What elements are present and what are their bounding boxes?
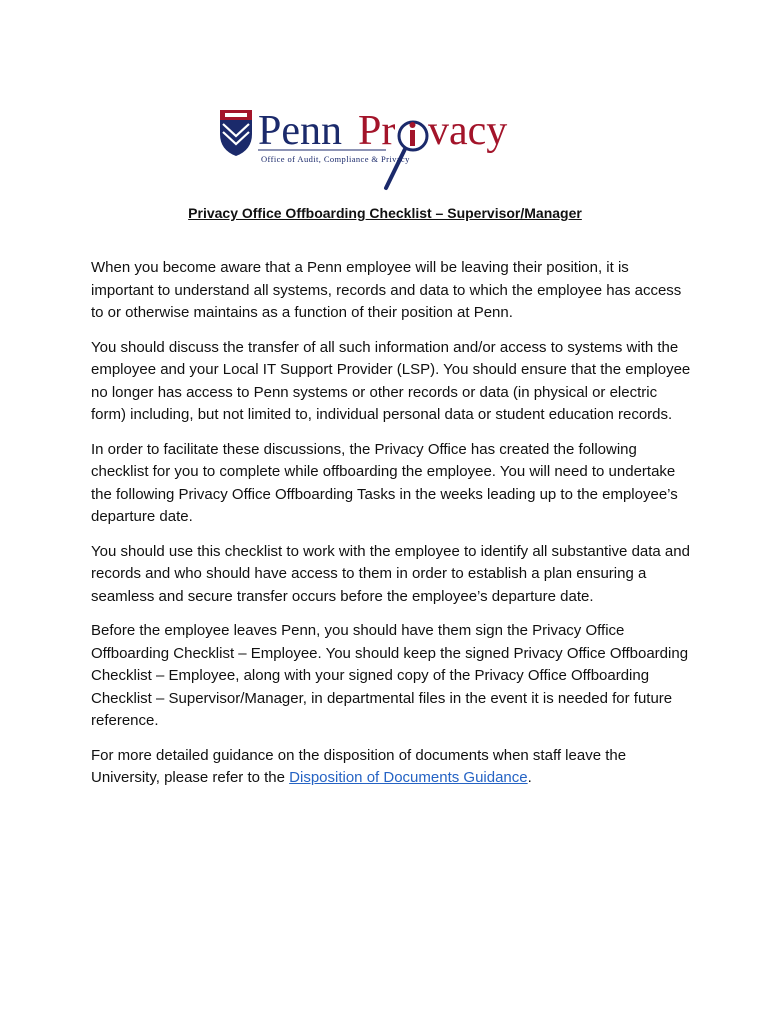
paragraph-6-end: . xyxy=(527,769,532,786)
penn-shield-icon xyxy=(220,110,252,156)
logo-wordmark-penn: Penn xyxy=(258,108,342,154)
paragraph-5: Before the employee leaves Penn, you should have them sign the Privacy Office Offboarding Checklist – Employee. You should keep the signed Privacy Office Offboarding Checklist – Employee, along with your signed copy of the Privacy Office Offboarding Checklist – Supervisor/Manager, in departmental files in the event it is needed for future reference. xyxy=(91,622,689,729)
paragraph-1: When you become aware that a Penn employee will be leaving their position, it is important to understand all systems, records and data to which the employee has access to or otherwise maintains as a function of their position at Penn. xyxy=(91,259,682,321)
document-title: Privacy Office Offboarding Checklist – Supervisor/Manager xyxy=(188,205,582,221)
paragraph-4: You should use this checklist to work with the employee to identify all substantive data and records and who should have access to them in order to establish a plan ensuring a seamless and secure transfer occurs before the employee’s departure date. xyxy=(91,542,690,605)
logo-tagline: Office of Audit, Compliance & Privacy xyxy=(261,154,410,164)
penn-privacy-logo xyxy=(216,100,516,192)
logo-wordmark-pr: Pr xyxy=(358,108,396,154)
document-body xyxy=(91,257,691,802)
disposition-guidance-link[interactable]: Disposition of Documents Guidance xyxy=(289,769,528,786)
paragraph-3: In order to facilitate these discussions, the Privacy Office has created the following checklist for you to complete while offboarding the employee. You will need to undertake the following Privacy Office Offboarding Tasks in the weeks leading up to the employee’s departure date. xyxy=(91,440,678,525)
paragraph-6 xyxy=(91,745,691,790)
paragraph-6-text: For more detailed guidance on the disposition of documents when staff leave the University, please refer to the xyxy=(91,746,627,786)
logo-wordmark-vacy: vacy xyxy=(428,108,508,154)
paragraph-2: You should discuss the transfer of all such information and/or access to systems with the employee and your Local IT Support Provider (LSP). You should ensure that the employee no longer has access to Penn systems or other records or data (in physical or electric form) including, but not limited to, individual personal data or student education records. xyxy=(91,338,691,423)
